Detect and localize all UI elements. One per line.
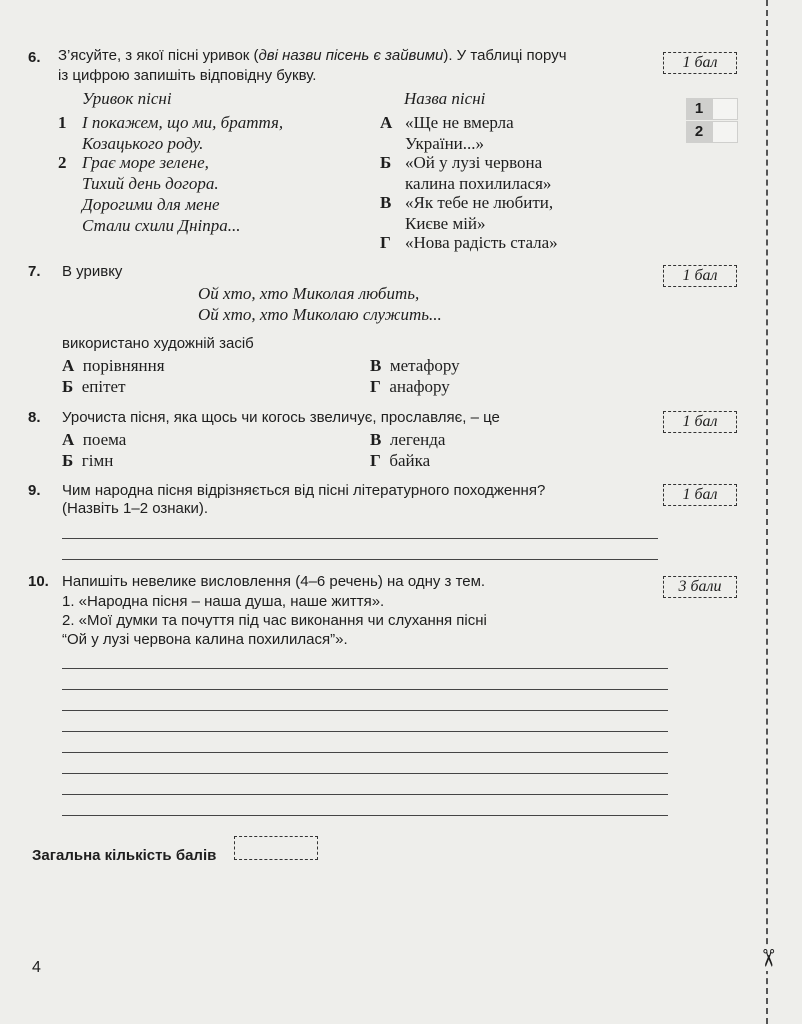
q10-topic-2a: 2. «Мої думки та почуття під час виконання чи слухання пісні <box>62 612 487 629</box>
q10-answer-line-5[interactable] <box>62 752 668 753</box>
option-d-text: «Нова радість стала» <box>405 233 558 252</box>
q8-text: Урочиста пісня, яка щось чи когось звеличує, прославляє, – це <box>62 409 500 426</box>
q9-score-box: 1 бал <box>663 484 737 506</box>
q7-quote: Ой хто, хто Миколая любить, Ой хто, хто Миколаю служить... <box>198 284 442 324</box>
q8-option-c: В легенда <box>370 430 446 449</box>
option-b-letter: Б <box>380 153 392 172</box>
q7-text2: використано художній засіб <box>62 335 254 352</box>
q7-option-d: Г анафору <box>370 377 450 396</box>
q10-answer-line-2[interactable] <box>62 689 668 690</box>
q6-left-header: Уривок пісні <box>82 89 172 108</box>
total-score-box[interactable] <box>234 836 318 860</box>
q10-answer-line-7[interactable] <box>62 794 668 795</box>
fragment-2-number: 2 <box>58 153 67 172</box>
q6-right-header: Назва пісні <box>404 89 486 108</box>
q10-answer-line-8[interactable] <box>62 815 668 816</box>
q7-text: В уривку <box>62 263 123 280</box>
option-c-text: «Як тебе не любити, Києве мій» <box>405 193 554 233</box>
option-c-letter: В <box>380 193 392 212</box>
q10-text: Напишіть невелике висловлення (4–6 речень) на одну з тем. <box>62 573 486 590</box>
q8-option-d: Г байка <box>370 451 431 470</box>
q6-text-line2: із цифрою запишіть відповідну букву. <box>58 67 317 84</box>
option-d-letter: Г <box>380 233 391 252</box>
q8-option-b: Б гімн <box>62 451 114 470</box>
option-b-text: «Ой у лузі червона калина похилилася» <box>405 153 552 193</box>
q10-number: 10. <box>28 573 49 590</box>
option-a-letter: А <box>380 113 393 132</box>
answer-cell-1[interactable] <box>712 98 738 120</box>
q10-answer-line-4[interactable] <box>62 731 668 732</box>
option-a-text: «Ще не вмерла України...» <box>405 113 514 153</box>
fragment-1-text: І покажем, що ми, браття, Козацького роду. <box>82 113 284 153</box>
page-number: 4 <box>32 959 41 976</box>
fragment-2-text: Грає море зелене, Тихий день догора. Дорогими для мене Стали схили Дніпра... <box>82 153 241 235</box>
q10-score-box: 3 бали <box>663 576 737 598</box>
q7-option-a: А порівняння <box>62 356 165 375</box>
q10-answer-line-6[interactable] <box>62 773 668 774</box>
q7-number: 7. <box>28 263 41 280</box>
q10-answer-line-3[interactable] <box>62 710 668 711</box>
fragment-1-number: 1 <box>58 113 67 132</box>
q6-answer-table <box>686 98 738 144</box>
q6-number: 6. <box>28 49 41 66</box>
q9-text: Чим народна пісня відрізняється від пісні літературного походження? <box>62 482 546 499</box>
q10-topic-1: 1. «Народна пісня – наша душа, наше життя». <box>62 593 385 610</box>
q9-answer-line-2[interactable] <box>62 559 658 560</box>
q6-text: З’ясуйте, з якої пісні уривок (дві назви пісень є зайвими). У таблиці поруч <box>58 47 567 64</box>
q8-number: 8. <box>28 409 41 426</box>
q7-option-b: Б епітет <box>62 377 126 396</box>
q10-topic-2b: “Ой у лузі червона калина похилилася”». <box>62 631 348 648</box>
q10-answer-line-1[interactable] <box>62 668 668 669</box>
scissors-icon: ✂ <box>753 945 781 971</box>
answer-cell-2[interactable] <box>712 121 738 143</box>
cut-line <box>766 0 768 1024</box>
q9-number: 9. <box>28 482 41 499</box>
q8-option-a: А поема <box>62 430 127 449</box>
q9-answer-line-1[interactable] <box>62 538 658 539</box>
total-score-label: Загальна кількість балів <box>32 847 217 864</box>
answer-row-1: 1 <box>686 98 738 121</box>
answer-row-2: 2 <box>686 121 738 144</box>
q7-option-c: В метафору <box>370 356 460 375</box>
q8-score-box: 1 бал <box>663 411 737 433</box>
q7-score-box: 1 бал <box>663 265 737 287</box>
q9-text2: (Назвіть 1–2 ознаки). <box>62 500 209 517</box>
q6-score-box: 1 бал <box>663 52 737 74</box>
